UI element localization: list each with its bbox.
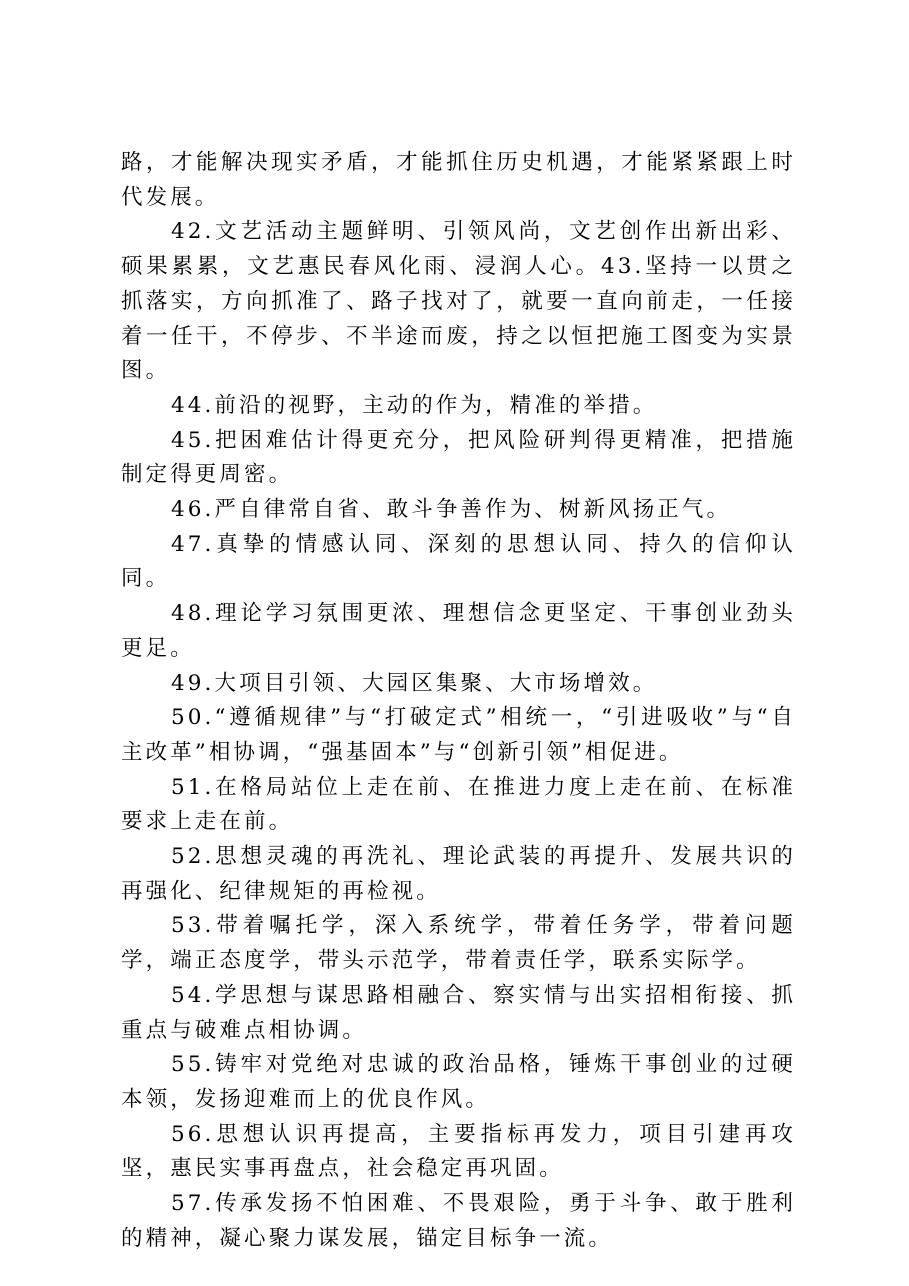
paragraph: 54.学思想与谋思路相融合、察实情与出实招相衔接、抓重点与破难点相协调。 <box>121 982 796 1043</box>
document-body <box>121 146 796 1257</box>
paragraph: 53.带着嘱托学，深入系统学，带着任务学，带着问题学，端正态度学，带头示范学，带着责任学，联系实际学。 <box>121 913 796 974</box>
paragraph: 56.思想认识再提高，主要指标再发力，项目引建再攻坚，惠民实事再盘点，社会稳定再巩固。 <box>121 1121 796 1182</box>
paragraph: 48.理论学习氛围更浓、理想信念更坚定、干事创业劲头更足。 <box>121 601 796 661</box>
paragraph: 52.思想灵魂的再洗礼、理论武装的再提升、发展共识的再强化、纪律规矩的再检视。 <box>121 844 796 904</box>
paragraph: 47.真挚的情感认同、深刻的思想认同、持久的信仰认同。 <box>121 531 796 592</box>
paragraph: 55.铸牢对党绝对忠诚的政治品格，锤炼干事创业的过硬本领，发扬迎难而上的优良作风。 <box>121 1052 796 1112</box>
paragraph: 49.大项目引领、大园区集聚、大市场增效。 <box>171 670 658 696</box>
paragraph: 57.传承发扬不怕困难、不畏艰险，勇于斗争、敢于胜利的精神，凝心聚力谋发展，锚定目标争一流。 <box>121 1191 796 1251</box>
paragraph: 51.在格局站位上走在前、在推进力度上走在前、在标准要求上走在前。 <box>121 774 796 835</box>
paragraph: 46.严自律常自省、敢斗争善作为、树新风扬正气。 <box>171 497 732 523</box>
paragraph: 42.文艺活动主题鲜明、引领风尚，文艺创作出新出彩、硕果累累，文艺惠民春风化雨、浸润人心。43.坚持一以贯之抓落实，方向抓准了、路子找对了，就要一直向前走，一任接着一任干，不停步、不半途而废，持之以恒把施工图变为实景图。 <box>121 219 796 384</box>
paragraph: 45.把困难估计得更充分，把风险研判得更精准，把措施制定得更周密。 <box>121 427 796 488</box>
paragraph: 路，才能解决现实矛盾，才能抓住历史机遇，才能紧紧跟上时代发展。 <box>121 150 796 210</box>
paragraph: 44.前沿的视野，主动的作为，精准的举措。 <box>171 392 658 418</box>
paragraph: 50.“遵循规律”与“打破定式”相统一，“引进吸收”与“自主改革”相协调，“强基固本”与“创新引领”相促进。 <box>121 705 796 765</box>
